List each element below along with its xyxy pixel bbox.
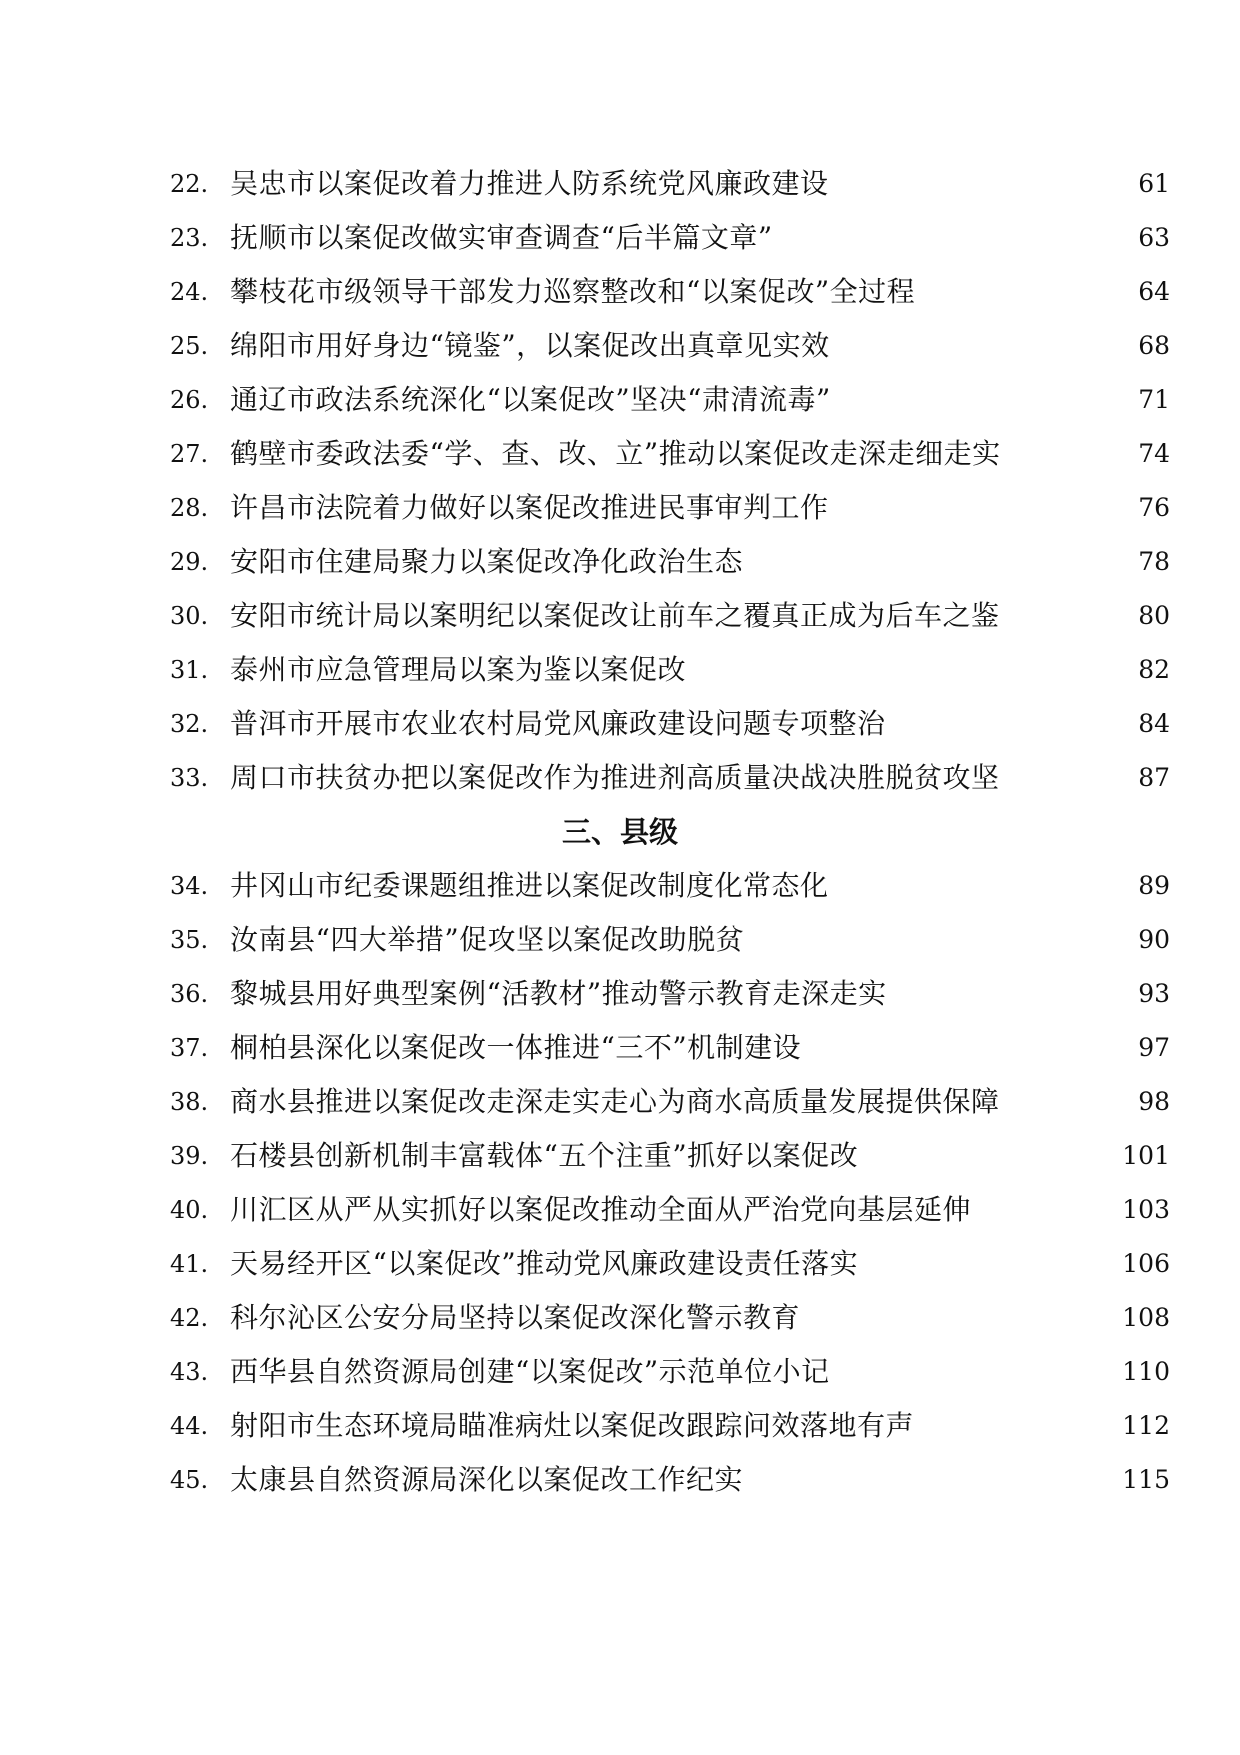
toc-entry[interactable] xyxy=(0,373,1240,427)
toc-list-municipal xyxy=(0,157,1240,805)
toc-entry-title: 石楼县创新机制丰富载体“五个注重”抓好以案促改 xyxy=(230,1139,859,1172)
toc-entry-page-number: 76 xyxy=(1138,493,1170,522)
toc-entry[interactable] xyxy=(0,1291,1240,1345)
toc-entry[interactable] xyxy=(0,643,1240,697)
toc-entry-page-number: 74 xyxy=(1138,439,1170,468)
toc-entry-title: 吴忠市以案促改着力推进人防系统党风廉政建设 xyxy=(230,167,829,200)
toc-entry-page-number: 110 xyxy=(1122,1357,1170,1386)
toc-entry-page-number: 63 xyxy=(1138,223,1170,252)
toc-entry-page-number: 106 xyxy=(1122,1249,1170,1278)
toc-entry-number: 31. xyxy=(170,656,209,684)
toc-entry-page-number: 71 xyxy=(1138,385,1170,414)
toc-entry[interactable] xyxy=(0,1399,1240,1453)
toc-entry[interactable] xyxy=(0,1075,1240,1129)
toc-entry-number: 39. xyxy=(170,1142,209,1170)
toc-entry[interactable] xyxy=(0,913,1240,967)
toc-entry[interactable] xyxy=(0,751,1240,805)
toc-entry-number: 23. xyxy=(170,224,209,252)
toc-entry[interactable] xyxy=(0,481,1240,535)
toc-entry-number: 27. xyxy=(170,440,209,468)
toc-entry-number: 42. xyxy=(170,1304,209,1332)
toc-entry-page-number: 90 xyxy=(1138,925,1170,954)
toc-entry-page-number: 64 xyxy=(1138,277,1170,306)
toc-entry-number: 22. xyxy=(170,170,209,198)
toc-entry-page-number: 103 xyxy=(1122,1195,1170,1224)
toc-list-county xyxy=(0,859,1240,1507)
toc-entry-title: 西华县自然资源局创建“以案促改”示范单位小记 xyxy=(230,1355,830,1388)
toc-entry-title: 黎城县用好典型案例“活教材”推动警示教育走深走实 xyxy=(230,977,887,1010)
toc-entry-number: 41. xyxy=(170,1250,209,1278)
toc-entry-page-number: 93 xyxy=(1138,979,1170,1008)
toc-entry[interactable] xyxy=(0,1021,1240,1075)
toc-entry-number: 34. xyxy=(170,872,209,900)
toc-entry[interactable] xyxy=(0,1129,1240,1183)
toc-entry-page-number: 87 xyxy=(1138,763,1170,792)
section-heading-county: 三、县级 xyxy=(561,815,678,849)
toc-entry-number: 25. xyxy=(170,332,209,360)
toc-entry-number: 44. xyxy=(170,1412,209,1440)
toc-entry-title: 太康县自然资源局深化以案促改工作纪实 xyxy=(230,1463,744,1496)
toc-entry-title: 井冈山市纪委课题组推进以案促改制度化常态化 xyxy=(230,869,829,902)
toc-entry[interactable] xyxy=(0,319,1240,373)
toc-entry-page-number: 101 xyxy=(1122,1141,1170,1170)
toc-entry-title: 汝南县“四大举措”促攻坚以案促改助脱贫 xyxy=(230,923,745,956)
toc-entry-title: 鹤壁市委政法委“学、查、改、立”推动以案促改走深走细走实 xyxy=(230,437,1001,470)
toc-entry-title: 射阳市生态环境局瞄准病灶以案促改跟踪问效落地有声 xyxy=(230,1409,915,1442)
toc-entry-title: 桐柏县深化以案促改一体推进“三不”机制建设 xyxy=(230,1031,802,1064)
toc-entry-number: 45. xyxy=(170,1466,209,1494)
toc-entry-page-number: 78 xyxy=(1138,547,1170,576)
toc-entry-title: 安阳市统计局以案明纪以案促改让前车之覆真正成为后车之鉴 xyxy=(230,599,1000,632)
toc-entry-title: 泰州市应急管理局以案为鉴以案促改 xyxy=(230,653,687,686)
toc-entry-page-number: 61 xyxy=(1138,169,1170,198)
toc-entry[interactable] xyxy=(0,859,1240,913)
toc-entry-number: 36. xyxy=(170,980,209,1008)
toc-entry-number: 37. xyxy=(170,1034,209,1062)
toc-entry[interactable] xyxy=(0,589,1240,643)
toc-entry-page-number: 84 xyxy=(1138,709,1170,738)
toc-entry[interactable] xyxy=(0,535,1240,589)
toc-entry-page-number: 97 xyxy=(1138,1033,1170,1062)
toc-entry-number: 35. xyxy=(170,926,209,954)
toc-entry-number: 29. xyxy=(170,548,209,576)
toc-entry-title: 川汇区从严从实抓好以案促改推动全面从严治党向基层延伸 xyxy=(230,1193,972,1226)
toc-entry[interactable] xyxy=(0,1345,1240,1399)
toc-entry[interactable] xyxy=(0,1237,1240,1291)
toc-entry-page-number: 68 xyxy=(1138,331,1170,360)
toc-entry-title: 周口市扶贫办把以案促改作为推进剂高质量决战决胜脱贫攻坚 xyxy=(230,761,1000,794)
toc-entry-page-number: 82 xyxy=(1138,655,1170,684)
toc-entry-number: 28. xyxy=(170,494,209,522)
toc-entry-title: 许昌市法院着力做好以案促改推进民事审判工作 xyxy=(230,491,829,524)
toc-entry-number: 30. xyxy=(170,602,209,630)
toc-entry-title: 抚顺市以案促改做实审查调查“后半篇文章” xyxy=(230,221,773,254)
toc-entry[interactable] xyxy=(0,967,1240,1021)
toc-entry[interactable] xyxy=(0,697,1240,751)
toc-entry-number: 40. xyxy=(170,1196,209,1224)
toc-entry-title: 科尔沁区公安分局坚持以案促改深化警示教育 xyxy=(230,1301,801,1334)
toc-entry-page-number: 80 xyxy=(1138,601,1170,630)
toc-entry-title: 攀枝花市级领导干部发力巡察整改和“以案促改”全过程 xyxy=(230,275,916,308)
toc-entry-title: 安阳市住建局聚力以案促改净化政治生态 xyxy=(230,545,744,578)
toc-entry[interactable] xyxy=(0,1183,1240,1237)
toc-entry-page-number: 98 xyxy=(1138,1087,1170,1116)
toc-entry-number: 33. xyxy=(170,764,209,792)
toc-entry-number: 32. xyxy=(170,710,209,738)
toc-entry[interactable] xyxy=(0,427,1240,481)
toc-entry-title: 天易经开区“以案促改”推动党风廉政建设责任落实 xyxy=(230,1247,859,1280)
toc-entry-number: 26. xyxy=(170,386,209,414)
toc-entry-title: 普洱市开展市农业农村局党风廉政建设问题专项整治 xyxy=(230,707,886,740)
toc-entry-number: 24. xyxy=(170,278,209,306)
toc-entry-title: 通辽市政法系统深化“以案促改”坚决“肃清流毒” xyxy=(230,383,831,416)
table-of-contents xyxy=(0,157,1240,1507)
toc-entry-number: 43. xyxy=(170,1358,209,1386)
toc-entry-page-number: 89 xyxy=(1138,871,1170,900)
toc-entry-title: 绵阳市用好身边“镜鉴”，以案促改出真章见实效 xyxy=(230,329,830,362)
toc-entry[interactable] xyxy=(0,265,1240,319)
toc-entry-title: 商水县推进以案促改走深走实走心为商水高质量发展提供保障 xyxy=(230,1085,1000,1118)
toc-entry-page-number: 112 xyxy=(1122,1411,1170,1440)
toc-entry-page-number: 108 xyxy=(1122,1303,1170,1332)
toc-entry[interactable] xyxy=(0,1453,1240,1507)
toc-entry[interactable] xyxy=(0,157,1240,211)
toc-entry-page-number: 115 xyxy=(1122,1465,1170,1494)
toc-entry[interactable] xyxy=(0,211,1240,265)
toc-entry-number: 38. xyxy=(170,1088,209,1116)
